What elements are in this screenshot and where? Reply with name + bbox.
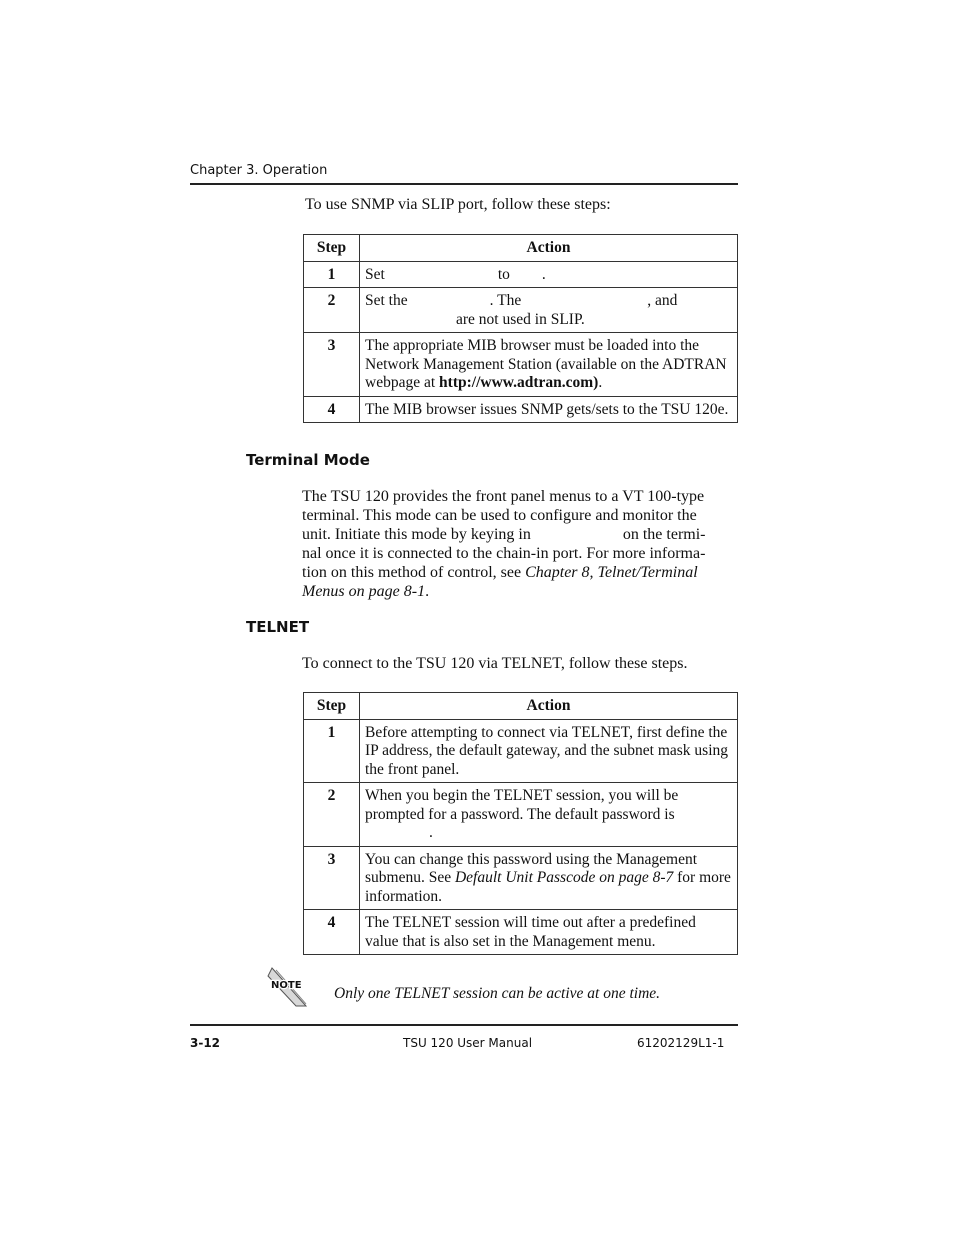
action-text: .: [541, 265, 546, 283]
page-number: 3-12: [190, 1036, 221, 1050]
table-row: [304, 719, 738, 783]
passcode-reference[interactable]: Default Unit Passcode on page 8-7: [454, 869, 674, 886]
telnet-steps-table: [303, 692, 738, 955]
step-number: 4: [304, 910, 360, 955]
action-cell: The MIB browser issues SNMP gets/sets to the TSU 120e.: [360, 396, 738, 423]
action-cell: Before attempting to connect via TELNET, first define the IP address, the default gateway, and the subnet mask using the front panel.: [360, 719, 738, 783]
manual-title: TSU 120 User Manual: [403, 1036, 533, 1050]
action-cell: [360, 783, 738, 847]
note-icon-label: NOTE: [271, 980, 302, 991]
chapter-8-reference[interactable]: Chapter 8, Telnet/Terminal: [525, 564, 698, 581]
action-cell: [360, 846, 738, 910]
note-icon: [266, 966, 310, 1008]
action-cell: The TELNET session will time out after a predefined value that is also set in the Management menu.: [360, 910, 738, 955]
step-number: 1: [304, 719, 360, 783]
table-header-row: [304, 235, 738, 262]
paragraph-text: on the termi-: [622, 526, 706, 543]
step-column-header: Step: [304, 693, 360, 720]
chapter-header: Chapter 3. Operation: [190, 163, 328, 178]
table-row: [304, 261, 738, 288]
paragraph-line: The TSU 120 provides the front panel menus to a VT 100-type: [302, 488, 705, 505]
adtran-url[interactable]: http://www.adtran.com): [439, 374, 599, 391]
step-number: 3: [304, 846, 360, 910]
paragraph-line: terminal. This mode can be used to configure and monitor the: [302, 507, 697, 524]
action-text: Set the: [365, 292, 408, 309]
chapter-8-reference[interactable]: Menus on page 8-1: [302, 583, 426, 600]
step-number: 4: [304, 396, 360, 423]
table-row: [304, 333, 738, 397]
table-row: [304, 288, 738, 333]
action-text: The appropriate MIB browser must be loaded into the Network Management Station (available on the ADTRAN webpage at: [365, 337, 727, 391]
paragraph-line: [302, 525, 742, 544]
step-number: 1: [304, 261, 360, 288]
step-number: 2: [304, 783, 360, 847]
action-column-header: Action: [360, 693, 738, 720]
telnet-intro: To connect to the TSU 120 via TELNET, follow these steps.: [302, 655, 688, 672]
action-text: Set: [365, 265, 385, 283]
snmp-intro: To use SNMP via SLIP port, follow these steps:: [305, 196, 611, 213]
table-row: [304, 846, 738, 910]
table-row: [304, 783, 738, 847]
action-text: , and: [647, 292, 678, 309]
action-text: You can change this password using the Management submenu. See: [365, 850, 698, 886]
action-text: for more information.: [365, 869, 731, 905]
footer-rule: [190, 1024, 738, 1026]
action-text: When you begin the TELNET session, you will be prompted for a password. The default password is: [365, 787, 679, 823]
paragraph-text: .: [425, 583, 430, 600]
action-cell: [360, 261, 738, 288]
action-cell: [360, 288, 738, 333]
header-rule: [190, 183, 738, 185]
paragraph-line: [302, 582, 742, 601]
action-text: .: [429, 824, 433, 841]
paragraph-text: tion on this method of control, see: [302, 564, 522, 581]
document-number: 61202129L1-1: [637, 1036, 725, 1050]
action-text: to: [497, 265, 510, 283]
action-cell: [360, 333, 738, 397]
terminal-mode-paragraph: [302, 487, 742, 601]
action-text: .: [598, 374, 603, 391]
terminal-mode-heading: Terminal Mode: [246, 451, 370, 469]
step-number: 2: [304, 288, 360, 333]
action-text: . The: [489, 292, 522, 309]
paragraph-line: [302, 563, 742, 582]
paragraph-line: nal once it is connected to the chain-in port. For more informa-: [302, 545, 706, 562]
action-text: are not used in SLIP.: [456, 310, 585, 328]
table-row: [304, 396, 738, 423]
step-column-header: Step: [304, 235, 360, 262]
action-column-header: Action: [360, 235, 738, 262]
note-text: Only one TELNET session can be active at one time.: [334, 985, 661, 1002]
telnet-heading: TELNET: [246, 618, 310, 636]
table-row: [304, 910, 738, 955]
snmp-steps-table: [303, 234, 738, 423]
table-header-row: [304, 693, 738, 720]
step-number: 3: [304, 333, 360, 397]
paragraph-text: unit. Initiate this mode by keying in: [302, 526, 531, 543]
